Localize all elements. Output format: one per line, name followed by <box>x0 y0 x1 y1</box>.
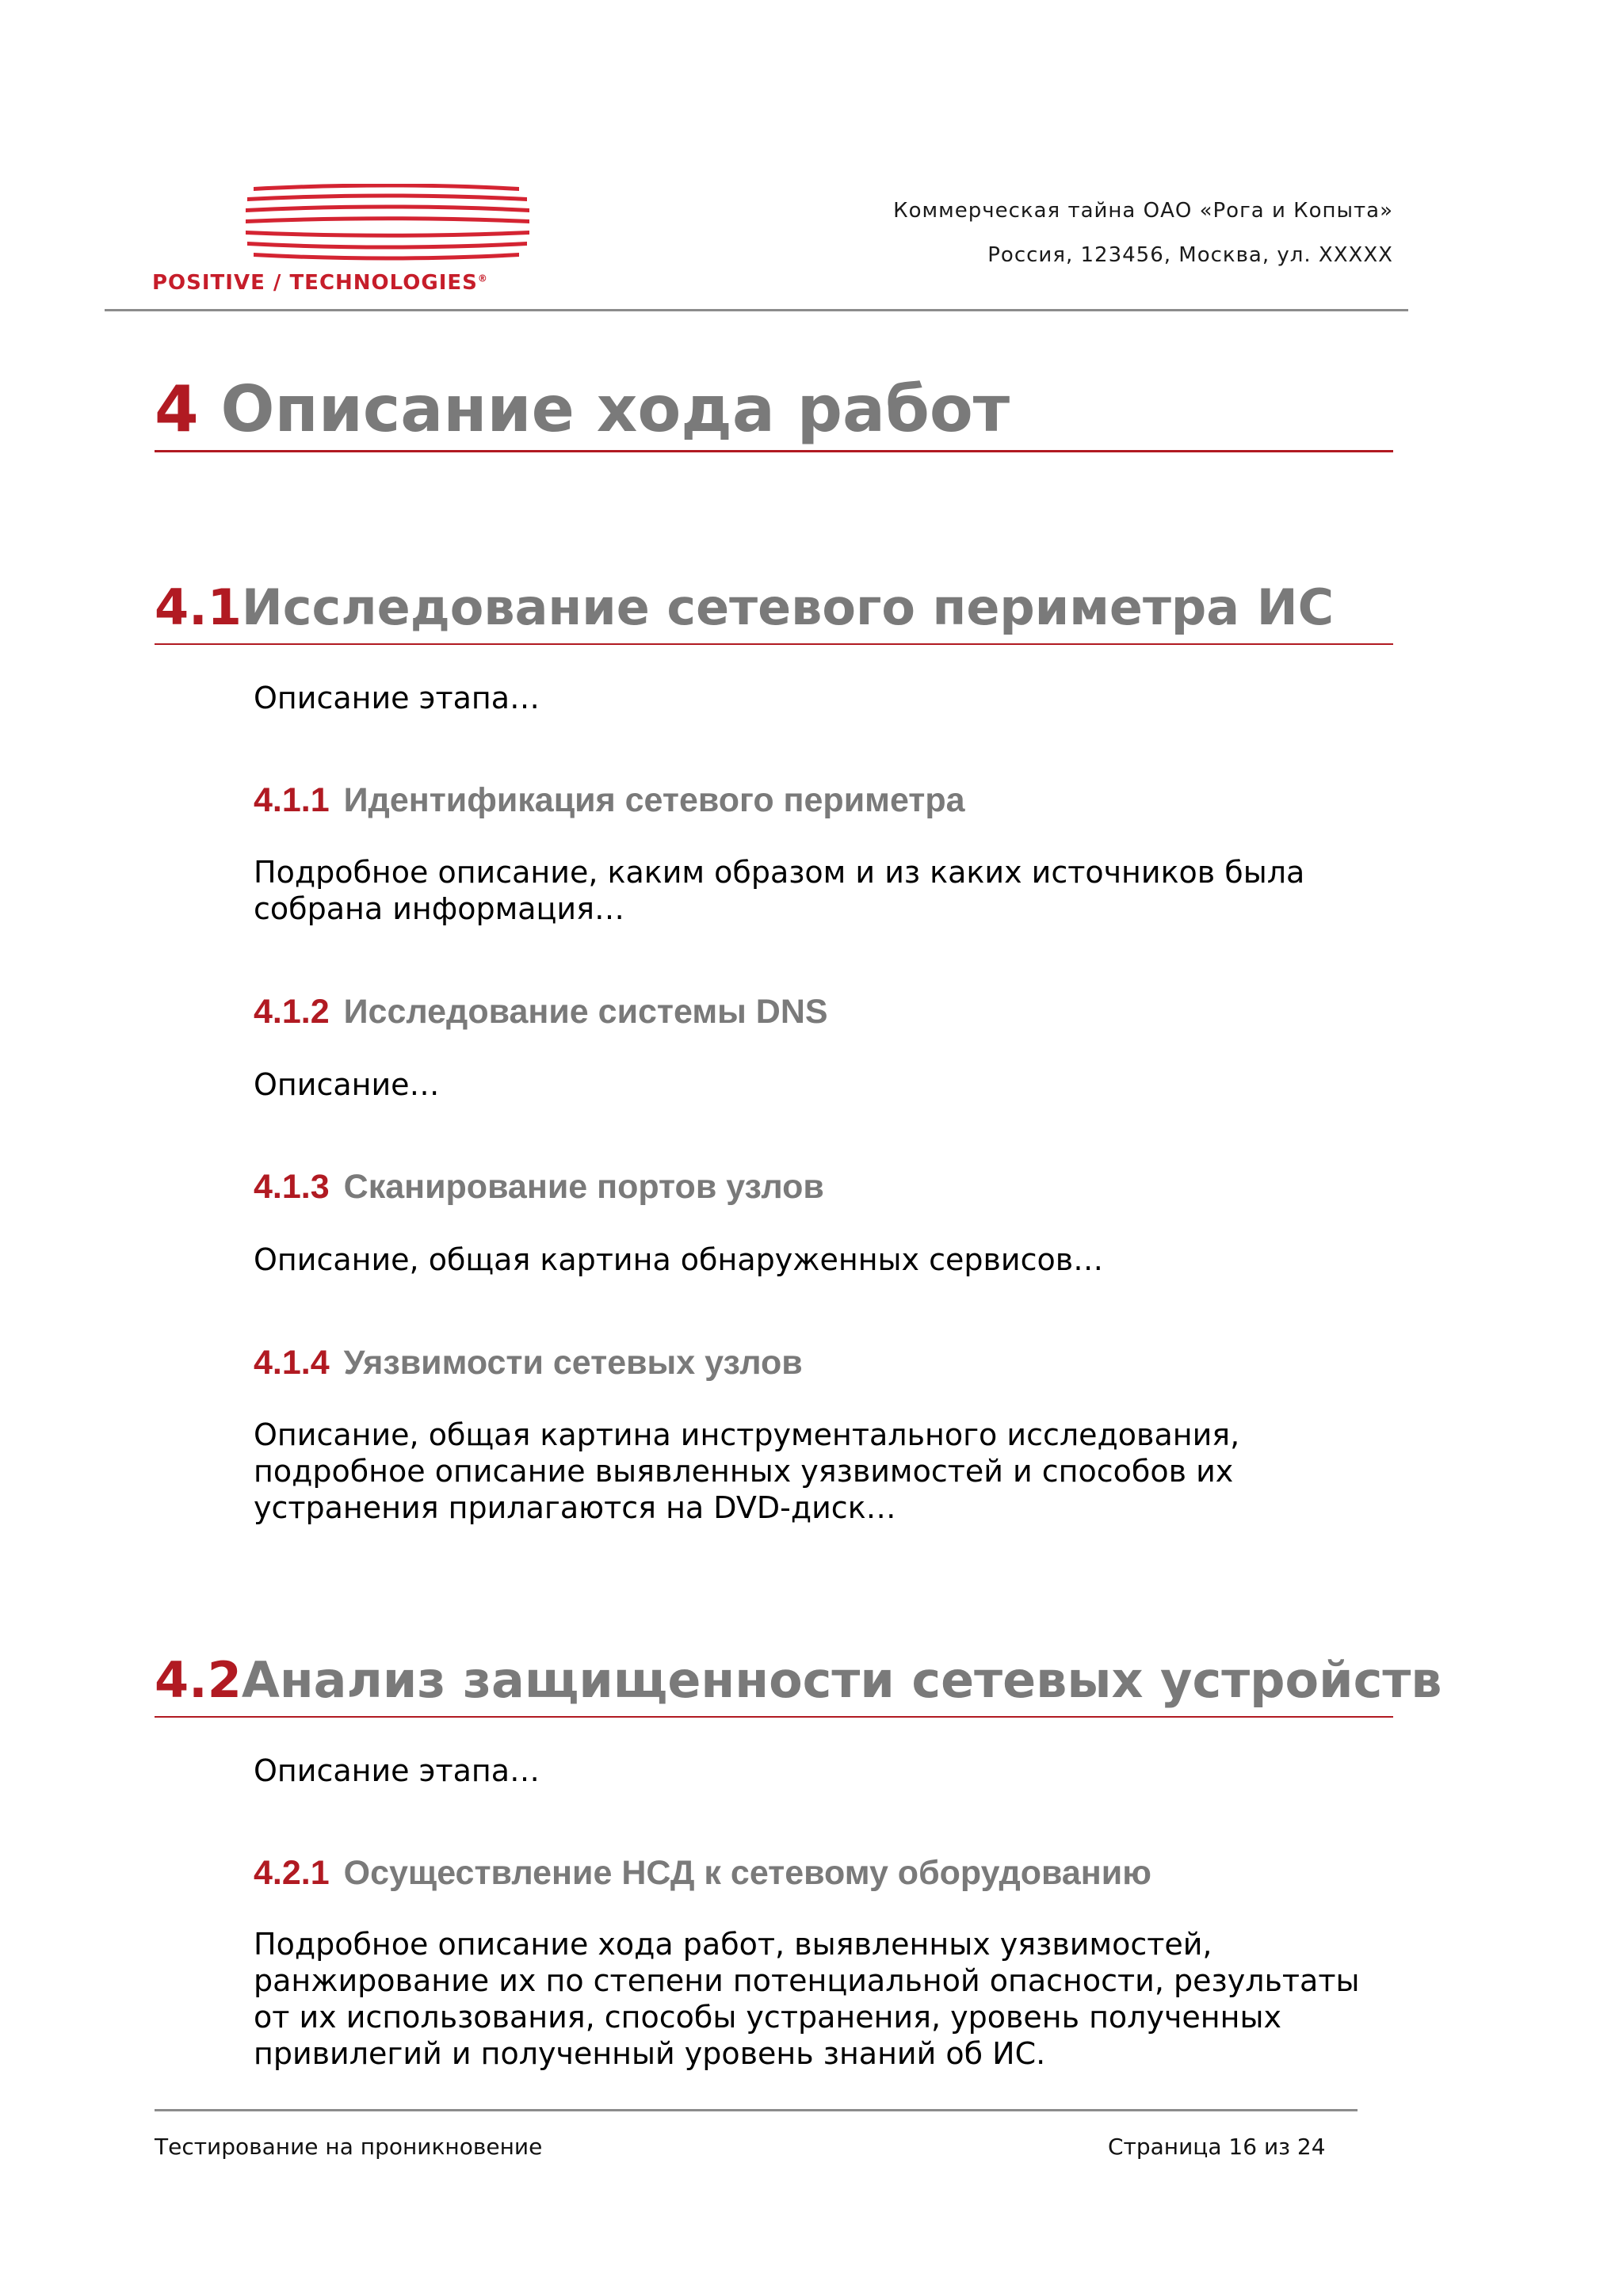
section-intro: Описание этапа… <box>254 1753 540 1788</box>
footer-divider <box>155 2109 1358 2111</box>
subsection-text: Подробное описание хода работ, выявленных уязвимостей, ранжирование их по степени потенциальной опасности, результаты от их использования, способы устранения, уровень полученных привилегий и полученный уровень знаний об ИС. <box>254 1927 1360 2071</box>
subsection-text: Описание… <box>254 1067 440 1102</box>
subsection-number: 4.2.1 <box>254 1854 330 1892</box>
logo-wordmark: POSITIVE / TECHNOLOGIES® <box>152 271 488 295</box>
section-number: 4.2 <box>155 1651 242 1709</box>
section-heading <box>155 1651 1442 1709</box>
subsection-heading <box>254 1168 824 1207</box>
chapter-underline <box>155 450 1393 452</box>
header-info <box>893 189 1393 277</box>
footer-document-title: Тестирование на проникновение <box>155 2134 543 2160</box>
subsection-number: 4.1.2 <box>254 993 330 1031</box>
subsection-title: Осуществление НСД к сетевому оборудованию <box>343 1854 1151 1892</box>
subsection-title: Сканирование портов узлов <box>343 1168 824 1206</box>
section-underline <box>155 1716 1393 1718</box>
subsection-text: Описание, общая картина инструментального исследования, подробное описание выявленных уязвимостей и способов их устранения прилагаются на DVD-диск… <box>254 1417 1240 1525</box>
section-title: Анализ защищенности сетевых устройств <box>241 1651 1442 1709</box>
section-intro: Описание этапа… <box>254 681 540 715</box>
subsection-text: Подробное описание, каким образом и из каких источников была собрана информация… <box>254 855 1305 926</box>
section-heading <box>155 578 1334 636</box>
subsection-title: Исследование системы DNS <box>343 993 828 1031</box>
chapter-heading <box>155 372 1010 446</box>
company-logo <box>152 184 525 303</box>
subsection-number: 4.1.3 <box>254 1168 330 1206</box>
header-divider <box>105 309 1408 311</box>
subsection-text: Описание, общая картина обнаруженных сервисов… <box>254 1242 1104 1277</box>
subsection-heading <box>254 781 965 820</box>
chapter-number: 4 <box>155 372 199 446</box>
subsection-title: Идентификация сетевого периметра <box>343 781 965 819</box>
logo-stripes-icon <box>246 184 531 267</box>
footer-page-number: Страница 16 из 24 <box>1108 2134 1326 2160</box>
subsection-heading <box>254 993 828 1032</box>
subsection-number: 4.1.4 <box>254 1344 330 1382</box>
subsection-heading <box>254 1344 803 1383</box>
chapter-title: Описание хода работ <box>220 372 1010 446</box>
subsection-title: Уязвимости сетевых узлов <box>343 1344 803 1382</box>
header-trade-secret: Коммерческая тайна ОАО «Рога и Копыта» <box>893 199 1393 223</box>
section-number: 4.1 <box>155 578 242 636</box>
section-underline <box>155 643 1393 645</box>
subsection-heading <box>254 1854 1151 1893</box>
section-title: Исследование сетевого периметра ИС <box>241 578 1335 636</box>
header-address: Россия, 123456, Москва, ул. XXXXX <box>987 243 1393 267</box>
subsection-number: 4.1.1 <box>254 781 330 819</box>
